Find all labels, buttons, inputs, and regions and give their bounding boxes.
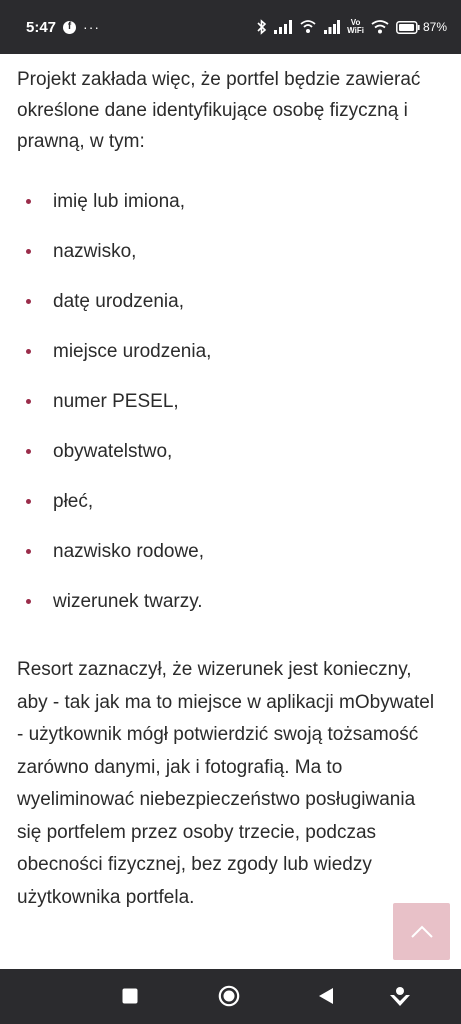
list-item [17, 586, 437, 636]
assistant-button[interactable] [385, 981, 415, 1011]
list-item [17, 486, 437, 536]
system-nav-bar [0, 969, 461, 1024]
resort-paragraph: Resort zaznaczył, że wizerunek jest konieczny, aby - tak jak ma to miejsce w aplikacji mObywatel - użytkownik mógł potwierdzić swoją tożsamość zarówno danymi, jak i fotografią. Ma to wyeliminować niebezpieczeństwo posługiwania się portfelem przez osoby trzecie, podczas obecności fizycznej, bez zgody lub wiedzy użytkownika portfela. [17, 659, 435, 908]
vowifi-top: Vo [350, 18, 361, 27]
list-item-text: nazwisko rodowe, [53, 541, 205, 562]
bullet-icon [26, 249, 31, 254]
list-item [17, 436, 437, 486]
list-item-text: nazwisko, [53, 241, 137, 262]
bullet-icon [26, 449, 31, 454]
list-item-text: numer PESEL, [53, 391, 179, 412]
bullet-icon [26, 599, 31, 604]
back-to-top-button[interactable] [393, 903, 450, 960]
battery-percent: 87% [422, 20, 447, 34]
home-button[interactable] [214, 981, 244, 1011]
list-item [17, 536, 437, 586]
status-bar [0, 0, 461, 54]
list-item-text: datę urodzenia, [53, 291, 184, 312]
assistant-icon [389, 985, 411, 1007]
list-item [17, 386, 437, 436]
wifi-call-icon [299, 19, 317, 35]
vowifi-icon [347, 19, 364, 35]
list-item-text: wizerunek twarzy. [53, 591, 203, 612]
identity-data-list [17, 186, 437, 636]
list-item-text: imię lub imiona, [53, 191, 185, 212]
bullet-icon [26, 349, 31, 354]
signal-icon [274, 20, 292, 34]
battery-indicator [396, 20, 447, 34]
recents-button[interactable] [115, 981, 145, 1011]
wifi-icon [371, 20, 389, 34]
status-right [257, 19, 447, 35]
list-item-text: miejsce urodzenia, [53, 341, 212, 362]
list-item [17, 186, 437, 236]
recents-square-icon [122, 988, 138, 1004]
signal-icon-2 [324, 20, 340, 34]
list-item [17, 336, 437, 386]
article-content [17, 54, 437, 969]
status-time: 5:47 [26, 18, 57, 36]
list-item [17, 236, 437, 286]
vowifi-bottom: WiFi [347, 26, 364, 35]
back-button[interactable] [311, 981, 341, 1011]
status-left [26, 19, 100, 36]
list-item [17, 286, 437, 336]
bluetooth-icon [257, 19, 267, 35]
bullet-icon [26, 549, 31, 554]
bullet-icon [26, 499, 31, 504]
home-circle-icon [218, 985, 240, 1007]
chevron-up-icon [410, 925, 434, 939]
bullet-icon [26, 199, 31, 204]
list-item-text: płeć, [53, 491, 94, 512]
back-triangle-icon [318, 987, 334, 1005]
intro-paragraph: Projekt zakłada więc, że portfel będzie zawierać określone dane identyfikujące osobę fizyczną i prawną, w tym: [17, 69, 421, 152]
bullet-icon [26, 399, 31, 404]
bullet-icon [26, 299, 31, 304]
more-notifications-icon: ··· [83, 19, 101, 35]
battery-icon [396, 21, 420, 34]
list-item-text: obywatelstwo, [53, 441, 173, 462]
facebook-icon: f [63, 21, 76, 34]
